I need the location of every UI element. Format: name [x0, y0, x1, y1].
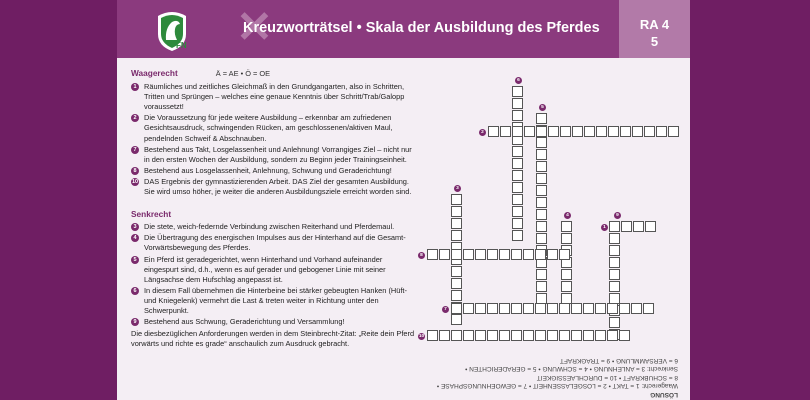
across-clue-7: [131, 145, 416, 165]
word-5-cell[interactable]: [536, 269, 547, 280]
word-10-cell[interactable]: [571, 330, 582, 341]
word-3-cell[interactable]: [451, 194, 462, 205]
word-6-cell[interactable]: [512, 86, 523, 97]
grid-number-marker: 2: [479, 129, 486, 136]
x-decoration-icon: ✕: [236, 3, 273, 52]
word-6-cell[interactable]: [512, 98, 523, 109]
word-7-cell[interactable]: [583, 303, 594, 314]
word-7-cell[interactable]: [547, 303, 558, 314]
word-6-cell[interactable]: [512, 170, 523, 181]
word-8-cell[interactable]: [511, 249, 522, 260]
word-10-cell[interactable]: [523, 330, 534, 341]
grid-number-marker: 10: [418, 334, 425, 339]
word-10-cell[interactable]: [583, 330, 594, 341]
word-10-cell[interactable]: [439, 330, 450, 341]
word-3-cell[interactable]: [451, 314, 462, 325]
word-7-cell[interactable]: [631, 303, 642, 314]
word-10-cell[interactable]: [475, 330, 486, 341]
word-3-cell[interactable]: [451, 230, 462, 241]
clue-text: Bestehend aus Schwung, Geraderichtung und Versammlung!: [144, 317, 345, 327]
word-9-cell[interactable]: [609, 317, 620, 328]
down-clue-3: [131, 222, 416, 232]
word-7-cell[interactable]: [535, 303, 546, 314]
clue-text: Die stete, weich-federnde Verbindung zwischen Reiterhand und Pferdemaul.: [144, 222, 395, 232]
word-6-cell[interactable]: [512, 182, 523, 193]
worksheet-number: 5: [650, 34, 659, 49]
umlaut-note: Ä = AE • Ö = OE: [215, 69, 271, 78]
word-2-cell[interactable]: [548, 126, 559, 137]
word-10-cell[interactable]: [463, 330, 474, 341]
word-4-cell[interactable]: [561, 281, 572, 292]
down-clue-6: [131, 286, 416, 316]
word-6-cell[interactable]: [512, 206, 523, 217]
word-7-cell[interactable]: [451, 303, 462, 314]
clue-number-badge: 3: [131, 223, 139, 231]
clue-text: Ein Pferd ist geradegerichtet, wenn Hinterhand und Vorhand aufeinander eingespurt sind, d.h., wenn es auf gerader und gebogener Linie mit seiner Längsachse dem Hufschlag angepasst ist.: [144, 254, 386, 284]
word-7-cell[interactable]: [511, 303, 522, 314]
across-heading: Waagerecht Ä = AE • Ö = OE: [131, 68, 271, 78]
clue-text: Räumliches und zeitliches Gleichmaß in den Grundgangarten, also in Schritten, Tritten und Sprüngen – welches eine genaue Kenntnis über Schritt/Trab/Galopp voraussetzt!: [144, 82, 405, 112]
word-8-cell[interactable]: [451, 249, 462, 260]
word-7-cell[interactable]: [571, 303, 582, 314]
word-8-cell[interactable]: [427, 249, 438, 260]
word-10-cell[interactable]: [535, 330, 546, 341]
word-9-cell[interactable]: [609, 257, 620, 268]
clue-text: Die Übertragung des energischen Impulses aus der Hinterhand auf die Gesamt-Vorwärtsbewegung des Pferdes.: [144, 233, 406, 253]
word-2-cell[interactable]: [584, 126, 595, 137]
word-2-cell[interactable]: [560, 126, 571, 137]
word-1-cell[interactable]: [609, 221, 620, 232]
word-3-cell[interactable]: [451, 206, 462, 217]
word-6-cell[interactable]: [512, 218, 523, 229]
solution-upside-down: [420, 350, 678, 398]
word-10-cell[interactable]: [451, 330, 462, 341]
word-1-cell[interactable]: [645, 221, 656, 232]
word-6-cell[interactable]: [512, 230, 523, 241]
word-5-cell[interactable]: [536, 209, 547, 220]
grid-number-marker: 8: [418, 252, 425, 259]
word-1-cell[interactable]: [621, 221, 632, 232]
across-clue-10: [131, 177, 416, 197]
word-5-cell[interactable]: [536, 185, 547, 196]
word-3-cell[interactable]: [451, 218, 462, 229]
word-10-cell[interactable]: [487, 330, 498, 341]
fn-logo-icon: [154, 10, 190, 52]
word-10-cell[interactable]: [607, 330, 618, 341]
word-2-cell[interactable]: [500, 126, 511, 137]
word-2-cell[interactable]: [488, 126, 499, 137]
word-10-cell[interactable]: [559, 330, 570, 341]
word-10-cell[interactable]: [499, 330, 510, 341]
across-clue-2: [131, 113, 416, 143]
word-10-cell[interactable]: [595, 330, 606, 341]
down-clue-5: [131, 255, 416, 285]
word-2-cell[interactable]: [668, 126, 679, 137]
word-2-cell[interactable]: [632, 126, 643, 137]
word-5-cell[interactable]: [536, 221, 547, 232]
word-4-cell[interactable]: [561, 269, 572, 280]
grid-number-marker: 9: [614, 212, 621, 219]
clue-text: Bestehend aus Losgelassenheit, Anlehnung, Schwung und Geraderichtung!: [144, 165, 392, 175]
quote-text: Die diesbezüglichen Anforderungen werden in dem Steinbrecht-Zitat: „Reite dein Pferd vorwärts und richte es grade“ anschaulich zum Ausdruck gebracht.: [131, 329, 415, 349]
clue-text: Die Voraussetzung für jede weitere Ausbildung – erkennbar am zufriedenen Gesichtsausdruck, schwingenden Rücken, am geschlossenen/aktiven Maul, pendelnden Schweif & Abschnauben.: [144, 113, 393, 143]
word-10-cell[interactable]: [619, 330, 630, 341]
clue-number-badge: 9: [131, 318, 139, 326]
clues-panel: [131, 68, 416, 349]
grid-number-marker: 7: [442, 306, 449, 313]
word-2-cell[interactable]: [620, 126, 631, 137]
word-5-cell[interactable]: [536, 173, 547, 184]
solution-line: 8 = SCHUBKRAFT • 10 = DURCHLAESSIGKEIT: [536, 374, 678, 381]
word-6-cell[interactable]: [512, 146, 523, 157]
word-8-cell[interactable]: [439, 249, 450, 260]
word-9-cell[interactable]: [609, 281, 620, 292]
word-2-cell[interactable]: [608, 126, 619, 137]
grid-number-marker: 1: [601, 224, 608, 231]
word-2-cell[interactable]: [512, 126, 523, 137]
word-10-cell[interactable]: [427, 330, 438, 341]
word-7-cell[interactable]: [619, 303, 630, 314]
word-7-cell[interactable]: [559, 303, 570, 314]
word-5-cell[interactable]: [536, 233, 547, 244]
word-6-cell[interactable]: [512, 194, 523, 205]
solution-title: LÖSUNG: [650, 391, 678, 398]
across-clue-8: [131, 166, 416, 176]
down-heading: Senkrecht: [131, 209, 172, 220]
word-8-cell[interactable]: [559, 249, 570, 260]
word-8-cell[interactable]: [487, 249, 498, 260]
worksheet-id-badge: [619, 0, 690, 58]
word-5-cell[interactable]: [536, 281, 547, 292]
clue-text: Bestehend aus Takt, Losgelassenheit und Anlehnung! Vorrangiges Ziel – nicht nur in den ersten Wochen der Ausbildung, sondern zu Beginn jeder Trainingseinheit.: [144, 144, 412, 164]
down-clue-4: [131, 233, 416, 253]
word-6-cell[interactable]: [512, 110, 523, 121]
page-title: Kreuzworträtsel • Skala der Ausbildung des Pferdes: [243, 20, 600, 36]
word-7-cell[interactable]: [487, 303, 498, 314]
down-clue-9: [131, 317, 416, 327]
word-9-cell[interactable]: [609, 233, 620, 244]
word-2-cell[interactable]: [656, 126, 667, 137]
grid-number-marker: 6: [515, 77, 522, 84]
word-2-cell[interactable]: [572, 126, 583, 137]
clue-number-badge: 5: [131, 256, 139, 264]
solution-line: Waagerecht: 1 = TAKT • 2 = LOSGELASSENHEIT • 7 = GEWOEHNUNGSPHASE •: [436, 382, 678, 390]
word-2-cell[interactable]: [596, 126, 607, 137]
solution-line: Senkrecht: 3 = ANLEHNUNG • 4 = SCHWUNG • 5 = GERADERICHTEN •: [465, 365, 678, 373]
word-5-cell[interactable]: [536, 137, 547, 148]
clue-number-badge: 2: [131, 114, 139, 122]
word-5-cell[interactable]: [536, 113, 547, 124]
word-7-cell[interactable]: [475, 303, 486, 314]
grid-number-marker: 5: [539, 104, 546, 111]
grid-number-marker: 4: [564, 212, 571, 219]
word-8-cell[interactable]: [475, 249, 486, 260]
word-10-cell[interactable]: [511, 330, 522, 341]
word-3-cell[interactable]: [451, 278, 462, 289]
word-5-cell[interactable]: [536, 197, 547, 208]
word-7-cell[interactable]: [499, 303, 510, 314]
word-1-cell[interactable]: [633, 221, 644, 232]
word-7-cell[interactable]: [463, 303, 474, 314]
clue-number-badge: 1: [131, 83, 139, 91]
word-5-cell[interactable]: [536, 149, 547, 160]
word-7-cell[interactable]: [643, 303, 654, 314]
word-2-cell[interactable]: [524, 126, 535, 137]
word-4-cell[interactable]: [561, 221, 572, 232]
clue-number-badge: 6: [131, 287, 139, 295]
clue-number-badge: 8: [131, 167, 139, 175]
word-4-cell[interactable]: [561, 233, 572, 244]
worksheet-code: RA 4: [639, 17, 670, 32]
word-2-cell[interactable]: [536, 126, 547, 137]
word-3-cell[interactable]: [451, 266, 462, 277]
word-6-cell[interactable]: [512, 158, 523, 169]
word-10-cell[interactable]: [547, 330, 558, 341]
clue-number-badge: 10: [131, 178, 139, 185]
clue-text: DAS Ergebnis der gymnastizierenden Arbeit. DAS Ziel der gesamten Ausbildung. Sie wird umso höher, je weiter die anderen Ausbildungsziele erreicht worden sind.: [144, 176, 412, 197]
clue-text: In diesem Fall übernehmen die Hinterbeine bei stärker gebeugten Hanken (Hüft- und Kniegelenk) vermehrt die Last & treten weiter in Richtung unter den Schwerpunkt.: [144, 285, 407, 315]
across-clue-1: [131, 82, 416, 112]
word-7-cell[interactable]: [523, 303, 534, 314]
solution-line: 6 = VERSAMMLUNG • 9 = TRAGKRAFT: [559, 357, 678, 364]
word-8-cell[interactable]: [499, 249, 510, 260]
word-5-cell[interactable]: [536, 161, 547, 172]
word-7-cell[interactable]: [595, 303, 606, 314]
grid-number-marker: 3: [454, 185, 461, 192]
word-2-cell[interactable]: [644, 126, 655, 137]
word-9-cell[interactable]: [609, 245, 620, 256]
word-9-cell[interactable]: [609, 269, 620, 280]
word-8-cell[interactable]: [523, 249, 534, 260]
svg-text:FN: FN: [176, 41, 187, 50]
clue-number-badge: 4: [131, 234, 139, 242]
word-8-cell[interactable]: [535, 249, 546, 260]
word-8-cell[interactable]: [463, 249, 474, 260]
word-8-cell[interactable]: [547, 249, 558, 260]
word-3-cell[interactable]: [451, 290, 462, 301]
word-7-cell[interactable]: [607, 303, 618, 314]
clue-number-badge: 7: [131, 146, 139, 154]
